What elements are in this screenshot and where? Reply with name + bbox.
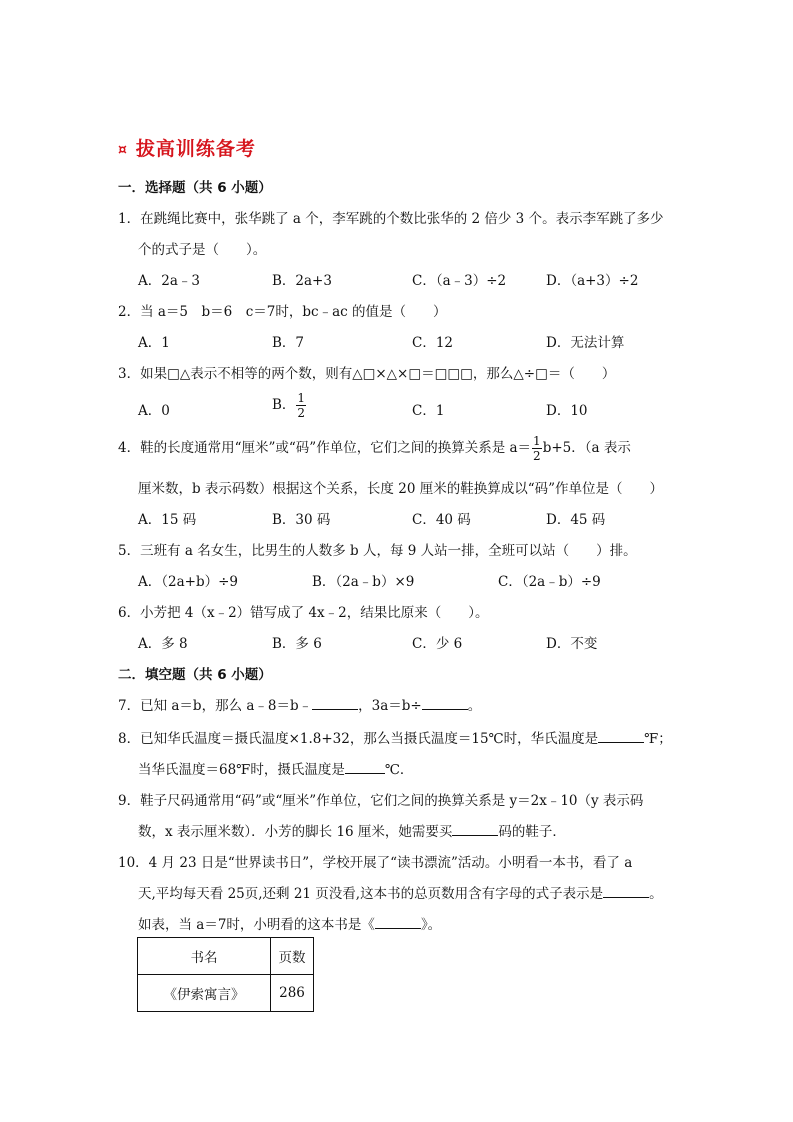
q3-option-b-label: B． (272, 397, 296, 413)
q8-blank-2[interactable] (345, 761, 385, 774)
table-cell-pages: 286 (271, 975, 314, 1012)
q3-option-b (272, 391, 307, 420)
q4-stem-line1-post: b+5．（a 表示 (542, 440, 631, 456)
q4-option-a: A．15 码 (138, 512, 197, 528)
q10-text-3: 如表，当 a＝7时，小明看的这本书是《 (138, 917, 375, 933)
q4-fraction-numerator: 1 (533, 434, 541, 448)
section-choice-title: 一．选择题（共 6 小题） (118, 180, 272, 196)
q2-option-b: B．7 (272, 335, 305, 351)
q1-option-a: A．2a﹣3 (138, 273, 200, 289)
q4-stem-line2: 厘米数，b 表示码数）根据这个关系，长度 20 厘米的鞋换算成以“码”作单位是（ ） (138, 481, 663, 497)
q6-option-d: D．不变 (546, 636, 598, 652)
q10-text-2: 。 (649, 886, 663, 902)
q6-option-a: A．多 8 (138, 636, 188, 652)
q9-text-1: 数，x 表示厘米数）．小芳的脚长 16 厘米，她需要买 (138, 824, 453, 840)
q1-option-d: D．（a+3）÷2 (546, 273, 639, 289)
section-heading (118, 134, 256, 161)
q5-stem: 5．三班有 a 名女生，比男生的人数多 b 人，每 9 人站一排，全班可以站（ ）排。 (118, 543, 637, 559)
q4-option-b: B．30 码 (272, 512, 331, 528)
table-header-pages: 页数 (271, 938, 314, 975)
q5-option-c: C．（2a﹣b）÷9 (498, 574, 601, 590)
q10-text-4: 》。 (420, 917, 442, 933)
q6-option-b: B．多 6 (272, 636, 322, 652)
q4-stem-line1 (118, 434, 631, 463)
q4-option-c: C．40 码 (412, 512, 471, 528)
q1-option-c: C．（a﹣3）÷2 (412, 273, 507, 289)
q9-stem-line1: 9．鞋子尺码通常用“码”或“厘米”作单位，它们之间的换算关系是 y＝2x﹣10（y 表示码 (118, 793, 644, 809)
q3-option-b-denominator: 2 (297, 406, 306, 420)
q7-blank-1[interactable] (312, 697, 358, 710)
q4-stem-line1-pre: 4．鞋的长度通常用“厘米”或“码”作单位，它们之间的换算关系是 a＝ (118, 440, 532, 456)
q8-text-2: ℉； (644, 731, 672, 747)
q1-stem-line2: 个的式子是（ ）。 (138, 242, 267, 258)
q4-fraction-denominator: 2 (533, 449, 541, 463)
heading-title: 拔高训练备考 (135, 138, 256, 160)
q5-option-b: B．（2a﹣b）×9 (312, 574, 415, 590)
table-header-title: 书名 (138, 938, 271, 975)
q3-option-b-fraction (296, 391, 306, 420)
table-cell-title: 《伊索寓言》 (138, 975, 271, 1012)
q7-text-2: ，3a＝b÷ (358, 698, 422, 714)
q10-stem-line1: 10．4 月 23 日是“世界读书日”，学校开展了“读书漂流”活动。小明看一本书，看了 a (118, 855, 633, 871)
q6-option-c: C．少 6 (412, 636, 463, 652)
q9-text-2: 码的鞋子． (498, 824, 566, 840)
q3-option-a: A．0 (138, 403, 170, 419)
q3-option-d: D．10 (546, 403, 588, 419)
q7-text-3: 。 (467, 698, 482, 714)
q8-stem-line2 (138, 758, 413, 778)
q3-stem: 3．如果□△表示不相等的两个数，则有△□×△×□＝□□□，那么△÷□＝（ ） (118, 366, 616, 382)
q3-option-b-numerator: 1 (297, 391, 306, 405)
q4-fraction (532, 434, 542, 463)
q9-blank-1[interactable] (452, 823, 498, 836)
q5-option-a: A．（2a+b）÷9 (138, 574, 238, 590)
q7-blank-2[interactable] (422, 697, 468, 710)
q2-stem: 2．当 a＝5 b＝6 c＝7时，bc﹣ac 的值是（ ） (118, 304, 447, 320)
q8-text-3: 当华氏温度＝68℉时，摄氏温度是 (138, 762, 345, 778)
q10-stem-line2 (138, 882, 663, 902)
section-fill-title: 二．填空题（共 6 小题） (118, 667, 272, 683)
q3-option-c: C．1 (412, 403, 445, 419)
book-table (137, 937, 314, 1012)
q2-option-a: A．1 (138, 335, 170, 351)
q8-text-4: ℃． (384, 762, 414, 778)
q9-stem-line2 (138, 820, 566, 840)
q10-text-1: 天,平均每天看 25页,还剩 21 页没看,这本书的总页数用含有字母的式子表示是 (138, 886, 604, 902)
q2-option-c: C．12 (412, 335, 454, 351)
table-row (138, 975, 314, 1012)
q8-blank-1[interactable] (598, 730, 644, 743)
q10-stem-line3 (138, 913, 441, 933)
q8-stem-line1 (118, 727, 672, 747)
q8-text-1: 8．已知华氏温度＝摄氏温度×1.8+32，那么当摄氏温度＝15℃时，华氏温度是 (118, 731, 599, 747)
q7-text-1: 7．已知 a＝b，那么 a﹣8＝b﹣ (118, 698, 313, 714)
table-header-row (138, 938, 314, 975)
heading-mark-icon: ¤ (118, 142, 128, 158)
q2-option-d: D．无法计算 (546, 335, 625, 351)
q10-blank-2[interactable] (375, 916, 421, 929)
q6-stem: 6．小芳把 4（x﹣2）错写成了 4x﹣2，结果比原来（ ）。 (118, 605, 489, 621)
q10-blank-1[interactable] (603, 885, 649, 898)
q4-option-d: D．45 码 (546, 512, 606, 528)
q1-stem-line1: 1．在跳绳比赛中，张华跳了 a 个，李军跳的个数比张华的 2 倍少 3 个。表示李军跳了多少 (118, 211, 664, 227)
q7-stem (118, 694, 481, 714)
q1-option-b: B．2a+3 (272, 273, 332, 289)
